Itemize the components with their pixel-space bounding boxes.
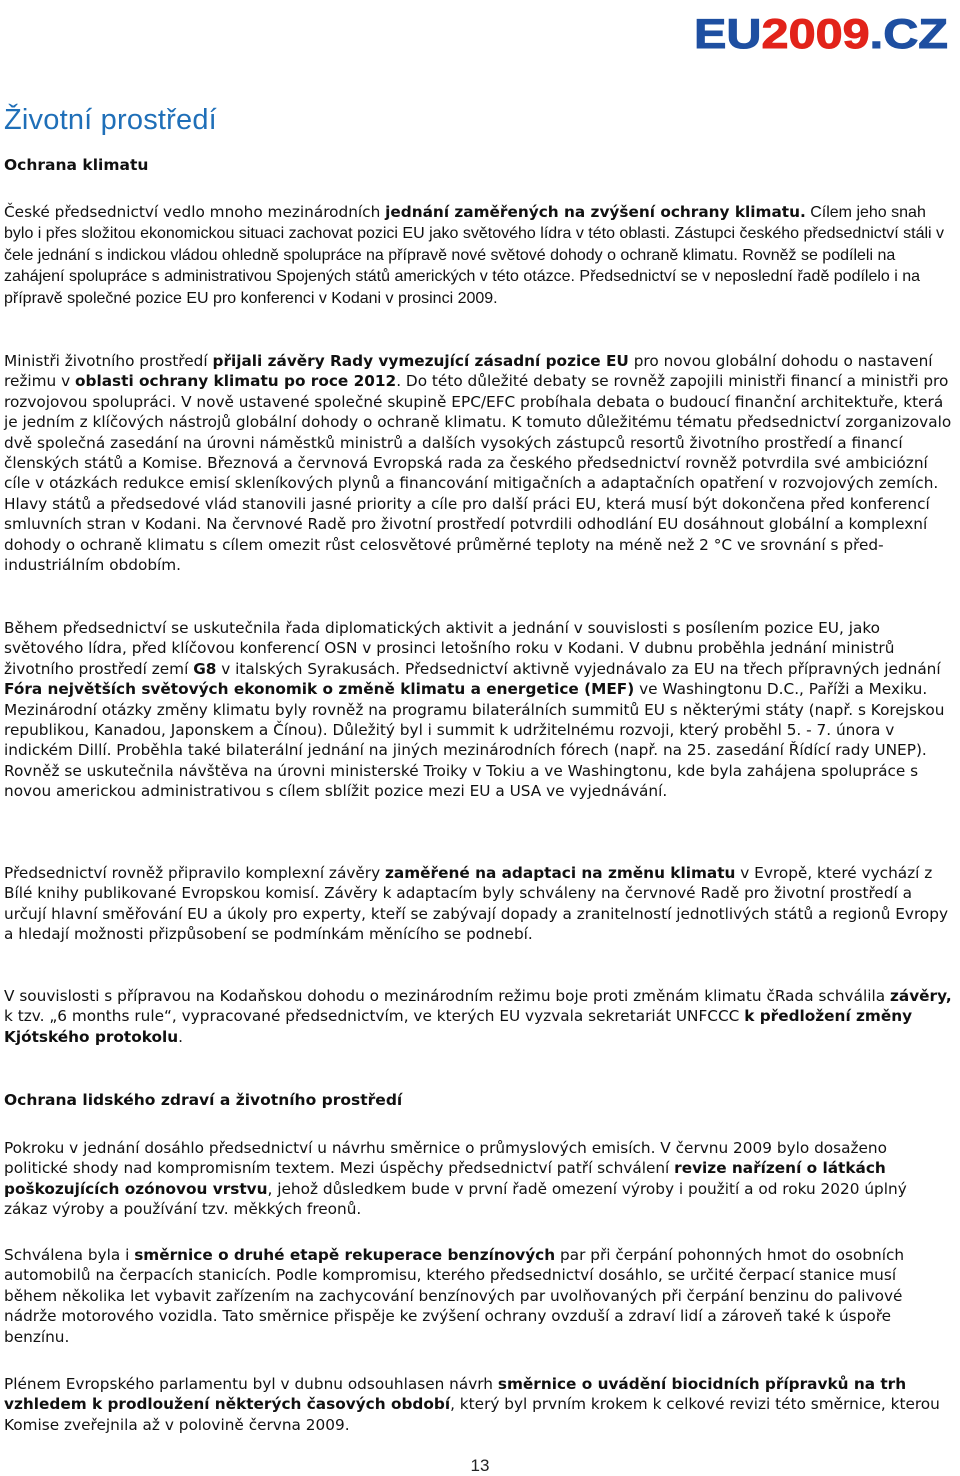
page-title: Životní prostředí xyxy=(4,104,217,136)
section-heading-climate: Ochrana klimatu xyxy=(4,156,149,174)
text-run: v Evropě, které vychází z Bílé knihy publikované Evropskou komisí. Závěry k adaptacím byly schváleny na červnové Radě pro životní prostředí a určují hlavní směřování EU a úkoly pro experty, kteří se zabývají dopady a zranitelností jednotlivých států a regionů Evropy a hledají možnosti přizpůsobení se podmínkám měnícího se podnebí. xyxy=(4,864,949,944)
text-run: Schválena byla i xyxy=(4,1246,135,1264)
text-run: Plénem Evropského parlamentu byl v dubnu odsouhlasen návrh xyxy=(4,1375,498,1393)
text-run: ve Washingtonu D.C., Paříži a Mexiku. Mezinárodní otázky změny klimatu byly rovněž na programu bilaterálních summitů EU s některými státy (např. s Korejskou republikou, Kanadou, Japonskem a Čínou). Důležitý byl i summit k udržitelnému rozvoji, který proběhl 5. - 7. února v indickém Dillí. Proběhla také bilaterální jednání na jiných mezinárodních fórech (např. na 25. zasedání Řídící rady UNEP). Rovněž se uskutečnila návštěva na úrovni ministerské Troiky v Tokiu a ve Washingtonu, kde byla zahájena spolupráce s novou americkou administrativou s cílem sblížit pozice mezi EU a USA ve vyjednávání. xyxy=(4,680,945,801)
text-run-bold: přijali závěry Rady vymezující zásadní pozice EU xyxy=(212,352,629,370)
text-run: pro novou globální dohodu o nastavení režimu v xyxy=(4,352,933,391)
text-run-bold: směrnice o uvádění biocidních přípravků na trh vzhledem k prodloužení některých časových období xyxy=(4,1375,907,1414)
logo-cz: .CZ xyxy=(869,10,938,54)
paragraph-council-conclusions xyxy=(4,351,954,575)
eu2009-logo xyxy=(694,10,950,54)
text-run-bold: G8 xyxy=(193,659,217,678)
text-run-bold: jednání zaměřených na zvýšení ochrany klimatu. xyxy=(385,203,806,221)
text-run: V souvislosti s přípravou na Kodaňskou dohodu o mezinárodním režimu boje proti změnám klimatu čRada schválila xyxy=(4,987,890,1005)
paragraph-biocides xyxy=(4,1374,954,1435)
text-run: . xyxy=(178,1027,183,1046)
text-run-bold: oblasti ochrany klimatu po roce 2012 xyxy=(75,372,397,391)
text-run: par při čerpání pohonných hmot do osobních automobilů na čerpacích stanicích. Podle kompromisu, kterého předsednictví dosáhlo, se určité čerpací stanice musí během několika let vybavit zařízením na zachycování benzínových par uvolňovaných při čerpání benzinu do palivové nádrže motorového vozidla. Tato směrnice přispěje ke zvýšení ochrany ovzduší a zdraví lidí a zároveň také k úspoře benzínu. xyxy=(4,1246,905,1346)
paragraph-copenhagen xyxy=(4,986,954,1047)
text-run: , jehož důsledkem bude v první řadě omezení výroby i použití a od roku 2020 úplný zákaz výroby a používání tzv. měkkých freonů. xyxy=(4,1179,907,1219)
paragraph-diplomatic-activities xyxy=(4,618,954,802)
text-run: Ministři životního prostředí xyxy=(4,352,213,370)
paragraph-adaptation xyxy=(4,863,954,945)
logo-year: 2009 xyxy=(761,10,855,54)
text-run: Cílem jeho snah bylo i přes složitou ekonomickou situaci zachovat pozici EU jako světového lídra v této oblasti. Zástupci českého předsednictví stáli v čele jednání s indickou vládou ohledně spolupráce na přípravě nové světové dohody o ochraně klimatu. Rovněž se podíleli na zahájení spolupráce s administrativou Spojených států amerických v této otázce. Předsednictví se v neposlední řadě podílelo i na přípravě společné pozice EU pro konferenci v Kodani v prosinci 2009. xyxy=(4,204,945,307)
section-heading-health: Ochrana lidského zdraví a životního prostředí xyxy=(4,1091,403,1109)
text-run-bold: k předložení změny Kjótského protokolu xyxy=(4,1007,913,1046)
text-run: České předsednictví vedlo mnoho mezinárodních xyxy=(4,203,386,221)
text-run: v italských Syrakusách. Předsednictví aktivně vyjednávalo za EU na třech přípravných jednání xyxy=(216,659,941,678)
text-run-bold: závěry, xyxy=(889,987,952,1005)
text-run: Pokroku v jednání dosáhlo předsednictví u návrhu směrnice o průmyslových emisích. V červnu 2009 bylo dosaženo politické shody nad kompromisním textem. Mezi úspěchy předsednictví patří schválení xyxy=(4,1139,887,1178)
paragraph-petrol-vapour xyxy=(4,1245,954,1347)
text-run-bold: Fóra největších světových ekonomik o změně klimatu a energetice (MEF) xyxy=(4,680,635,699)
text-run: , který byl prvním krokem k celkové revizi této směrnice, kterou Komise zveřejnila až v polovině června 2009. xyxy=(4,1395,940,1434)
text-run-bold: směrnice o druhé etapě rekuperace benzínových xyxy=(134,1246,556,1264)
text-run: k tzv. „6 months rule“, vypracované předsednictvím, ve kterých EU vyzvala sekretariát UNFCCC xyxy=(4,1007,745,1026)
text-run: . Do této důležité debaty se rovněž zapojili ministři financí a ministři pro rozvojovou spolupráci. V nově ustavené společné skupině EPC/EFC probíhala debata o budoucí finanční architektuře, která je jedním z klíčových nástrojů globální dohody o ochraně klimatu. K tomuto důležitému tématu předsednictví zorganizovalo dvě společná zasedání na úrovni náměstků ministrů a dalších vysokých zástupců resortů životního prostředí a financí členských států a Komise. Březnová a červnová Evropská rada za českého předsednictví rovněž potvrdila své ambiciózní cíle v otázkách redukce emisí skleníkových plynů a financování mitigačních a adaptačních opatření v rozvojových zemích. Hlavy států a předsedové vlád stanovili jasné priority a cíle pro další práci EU, která musí být dokončena před konferencí smluvních stran v Kodani. Na červnové Radě pro životní prostředí potvrdili odhodlání EU dosáhnout globální a komplexní dohody o ochraně klimatu s cílem omezit růst celosvětové průměrné teploty na méně než 2 °C ve srovnání s před-industriálním obdobím. xyxy=(4,372,952,575)
text-run: Předsednictví rovněž připravilo komplexní závěry xyxy=(4,864,386,882)
text-run-bold: revize nařízení o látkách poškozujících ozónovou vrstvu xyxy=(4,1159,886,1198)
page-number: 13 xyxy=(470,1456,490,1475)
text-run: Během předsednictví se uskutečnila řada diplomatických aktivit a jednání v souvislosti s posílením pozice EU, jako světového lídra, před klíčovou konferencí OSN v prosinci letošního roku v Kodani. V dubnu proběhla jednání ministrů životního prostředí zemí xyxy=(4,619,895,678)
logo-eu: EU xyxy=(694,10,753,54)
paragraph-industrial-emissions xyxy=(4,1138,954,1220)
paragraph-climate-intro xyxy=(4,202,954,309)
logo-text xyxy=(694,10,948,54)
text-run-bold: zaměřené na adaptaci na změnu klimatu xyxy=(385,864,736,882)
